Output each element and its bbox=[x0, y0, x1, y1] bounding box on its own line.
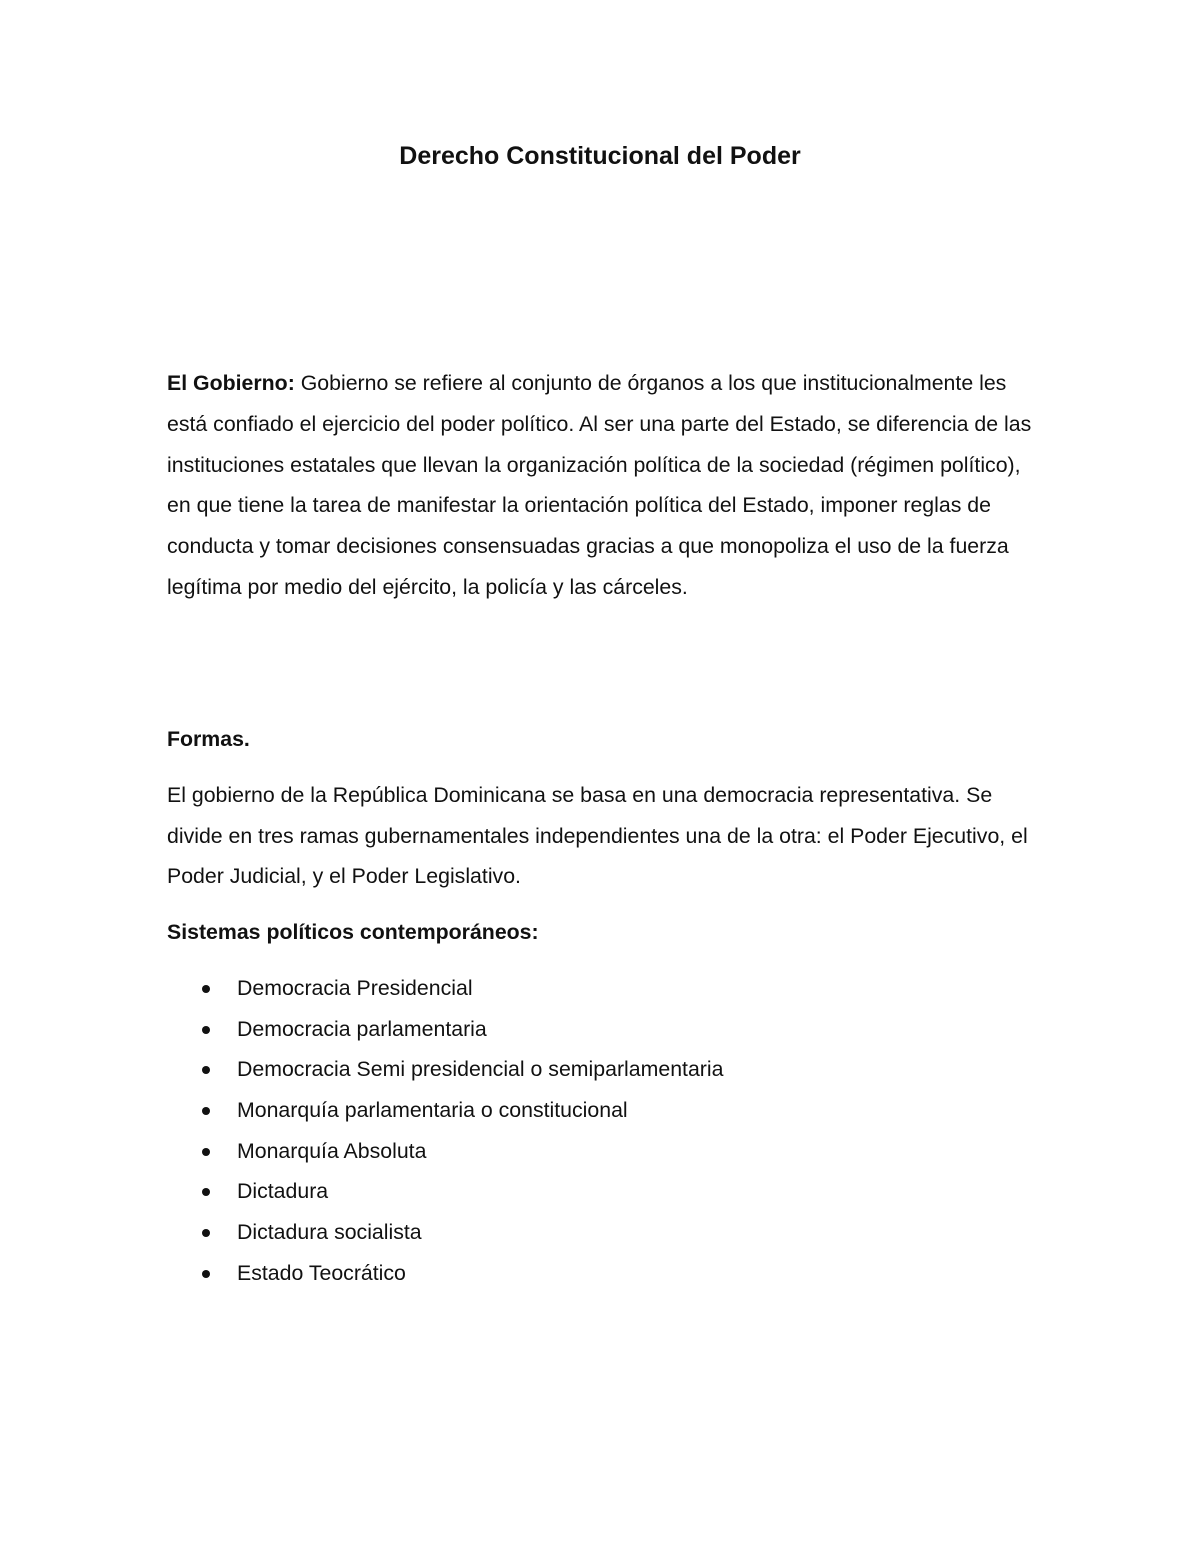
list-item bbox=[167, 1049, 723, 1090]
list-item-text: Monarquía parlamentaria o constitucional bbox=[237, 1098, 628, 1123]
gobierno-label: El Gobierno: bbox=[167, 371, 295, 395]
list-item-text: Estado Teocrático bbox=[237, 1260, 406, 1285]
sistemas-heading: Sistemas políticos contemporáneos: bbox=[167, 920, 539, 944]
bullet-icon bbox=[202, 1188, 210, 1196]
list-item-text: Monarquía Absoluta bbox=[237, 1138, 427, 1163]
formas-heading: Formas. bbox=[167, 727, 250, 751]
list-item bbox=[167, 1131, 723, 1172]
list-item bbox=[167, 1171, 723, 1212]
list-item-text: Democracia Presidencial bbox=[237, 976, 473, 1000]
list-item-text: Democracia parlamentaria bbox=[237, 1016, 487, 1041]
list-item-text: Dictadura bbox=[237, 1179, 329, 1204]
list-item bbox=[167, 968, 723, 1009]
bullet-icon bbox=[202, 1066, 210, 1074]
list-item bbox=[167, 1009, 723, 1050]
list-item-text: Democracia Semi presidencial o semiparlamentaria bbox=[237, 1057, 724, 1082]
list-item-text: Dictadura socialista bbox=[237, 1220, 422, 1245]
bullet-icon bbox=[202, 1107, 210, 1115]
formas-paragraph: El gobierno de la República Dominicana se basa en una democracia representativa. Se divide en tres ramas gubernamentales independientes una de la otra: el Poder Ejecutivo, el Poder Judicial, y el Poder Legislativo. bbox=[167, 783, 1028, 888]
sistemas-list bbox=[167, 968, 723, 1294]
gobierno-text: Gobierno se refiere al conjunto de órganos a los que institucionalmente les está confiado el ejercicio del poder político. Al ser una parte del Estado, se diferencia de las instituciones estatales que llevan la organización política de la sociedad (régimen político), en que tiene la tarea de manifestar la orientación política del Estado, imponer reglas de conducta y tomar decisiones consensuadas gracias a que monopoliza el uso de la fuerza legítima por medio del ejército, la policía y las cárceles. bbox=[167, 371, 1032, 599]
document-title: Derecho Constitucional del Poder bbox=[399, 142, 801, 170]
bullet-icon bbox=[202, 1148, 210, 1156]
list-item bbox=[167, 1090, 723, 1131]
bullet-icon bbox=[202, 1270, 210, 1278]
gobierno-paragraph bbox=[167, 363, 1047, 608]
bullet-icon bbox=[202, 1026, 210, 1034]
list-item bbox=[167, 1253, 723, 1294]
list-item bbox=[167, 1212, 723, 1253]
bullet-icon bbox=[202, 1229, 210, 1237]
bullet-icon bbox=[202, 985, 210, 993]
